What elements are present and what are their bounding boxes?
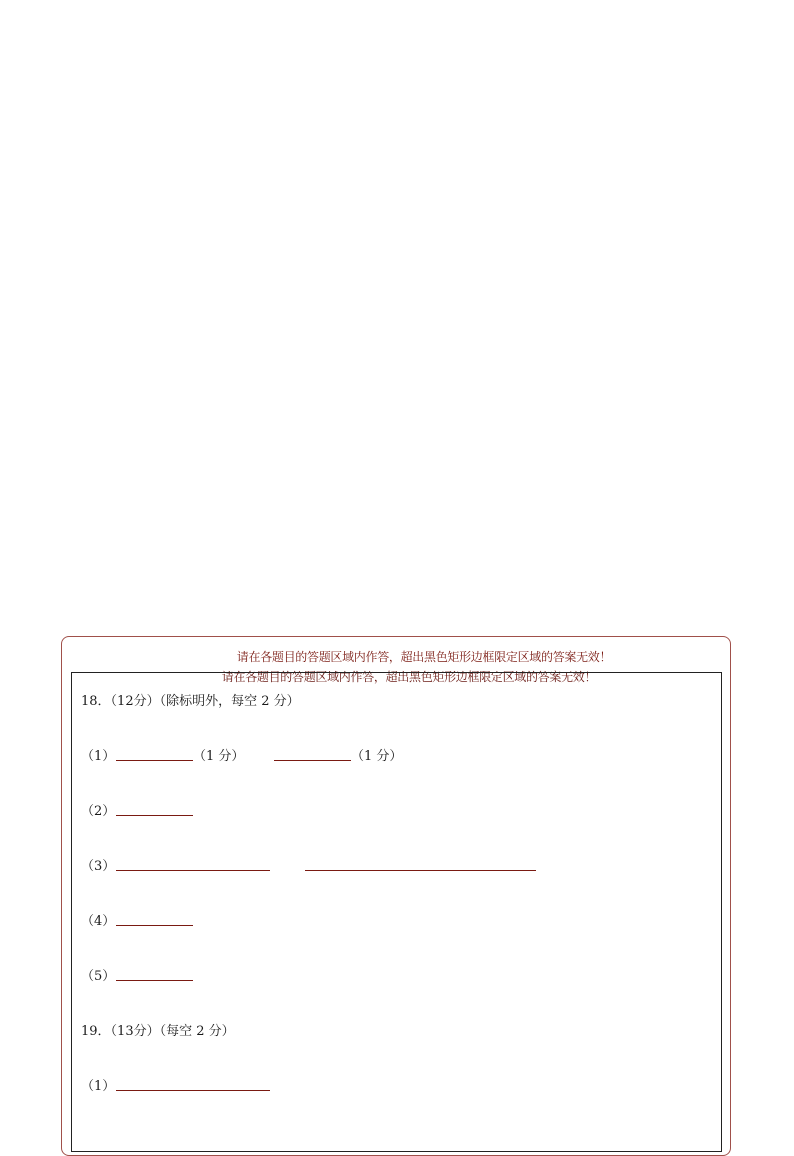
- q18-part4-label: （4）: [81, 914, 116, 929]
- q18-part1-score-b: （1 分）: [351, 749, 403, 764]
- q18-part2-blank[interactable]: [116, 815, 193, 816]
- q18-part2-label: （2）: [81, 804, 116, 819]
- warning-notice-overlap: 请在各题目的答题区域内作答，超出黑色矩形边框限定区域的答案无效！: [221, 670, 597, 684]
- q19-part1-blank[interactable]: [116, 1090, 270, 1091]
- q18-part1-blank-b[interactable]: [274, 760, 351, 761]
- q18-part3-blank-a[interactable]: [116, 870, 270, 871]
- warning-notice: 请在各题目的答题区域内作答，超出黑色矩形边框限定区域的答案无效！: [236, 650, 612, 664]
- q18-part1-score-a: （1 分）: [193, 749, 245, 764]
- q18-part5-label: （5）: [81, 969, 116, 984]
- q18-part4-blank[interactable]: [116, 925, 193, 926]
- answer-area-inner-frame: [71, 672, 722, 1152]
- q18-part3-blank-b[interactable]: [305, 870, 536, 871]
- q18-part1-blank-a[interactable]: [116, 760, 193, 761]
- q18-part1-label: （1）: [81, 749, 116, 764]
- question-19-header: 19．（13分）（每空 2 分）: [81, 1024, 235, 1039]
- q18-part3-label: （3）: [81, 859, 116, 874]
- q18-part5-blank[interactable]: [116, 980, 193, 981]
- question-18-header: 18．（12分）（除标明外，每空 2 分）: [81, 694, 300, 709]
- q19-part1-label: （1）: [81, 1079, 116, 1094]
